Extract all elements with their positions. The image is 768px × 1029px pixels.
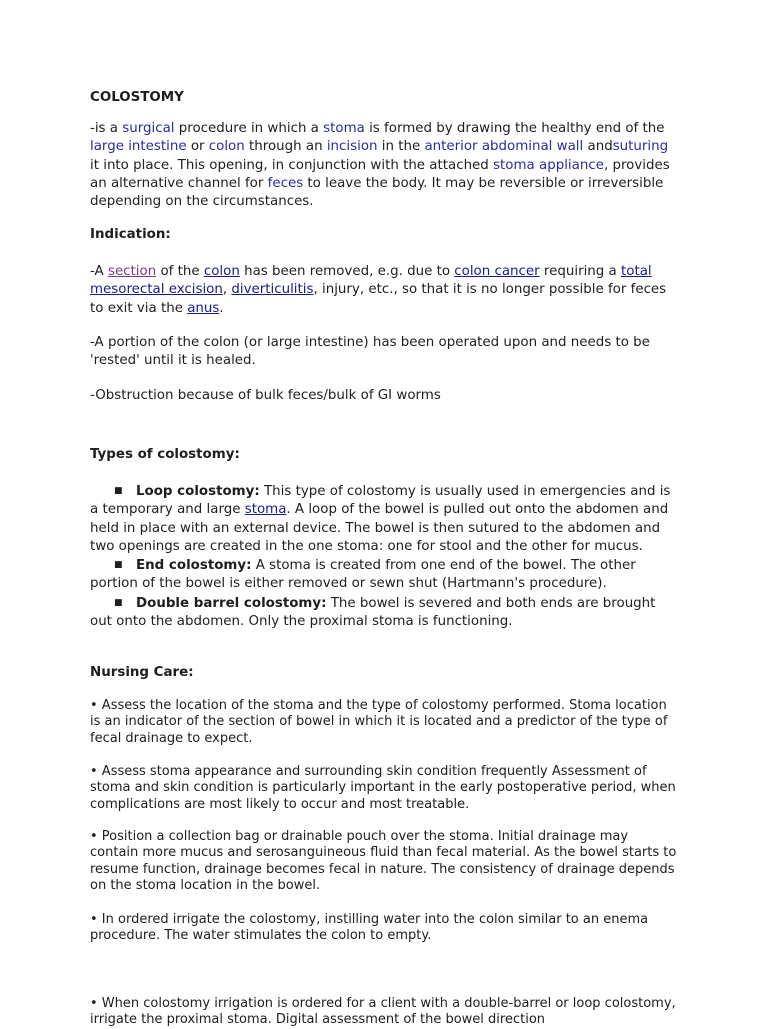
indication-text: -A [90,264,108,279]
square-bullet-icon: ■ [114,486,123,496]
nursing-care-item-2: • Assess stoma appearance and surrounding skin condition frequently Assessment of stoma and skin condition is particularly important in the early postoperative period, when complications are most likely to occur and most treatable. [90,764,676,812]
list-item-double-barrel-colostomy [90,594,680,632]
indication-text: of the [156,264,204,279]
keyword-feces[interactable]: feces [267,175,304,191]
keyword-surgical[interactable]: surgical [122,121,175,136]
indication-text: , [222,282,232,298]
keyword-suturing[interactable]: suturing [612,139,669,155]
keyword-stoma-appliance[interactable]: stoma appliance [493,157,604,173]
indication-text: has been removed, e.g. due to [239,264,455,279]
intro-text: procedure in which a [174,121,324,136]
intro-text: , provides an alternative channel for [90,157,670,191]
keyword-stoma[interactable]: stoma [323,121,365,136]
intro-text: -is a [90,121,123,136]
keyword-colon[interactable]: colon [208,139,245,155]
indication-text: . [219,300,224,316]
link-stoma[interactable]: stoma [244,502,287,518]
intro-text: is formed by drawing the healthy end of the [364,121,665,136]
list-item-loop-colostomy [90,482,680,556]
link-anus[interactable]: anus [187,300,220,316]
nursing-care-heading: Nursing Care: [90,665,194,680]
indication-text: requiring a [539,264,622,279]
term-description: This type of colostomy is usually used in emergencies and is a temporary and large [90,484,671,518]
indication-item-3: -Obstruction because of bulk feces/bulk of GI worms [90,388,441,403]
nursing-care-item-4: • In ordered irrigate the colostomy, instilling water into the colon similar to an enema procedure. The water stimulates the colon to empty. [90,912,649,944]
intro-text: or [186,139,209,155]
link-total-mesorectal-excision[interactable]: total mesorectal excision [90,264,652,298]
link-colon[interactable]: colon [203,264,240,279]
indication-text: , injury, etc., so that it is no longer possible for feces to exit via the [90,282,667,316]
types-list [90,482,680,631]
link-section[interactable]: section [107,264,157,279]
term-description: The bowel is severed and both ends are brought out onto the abdomen. Only the proximal stoma is functioning. [90,595,656,630]
term-name: End colostomy: [136,558,252,574]
link-colon-cancer[interactable]: colon cancer [454,264,540,279]
term-description: . A loop of the bowel is pulled out onto the abdomen and held in place with an external device. The bowel is then sutured to the abdomen and two openings are created in the one stoma: one for stool and the other for mucus. [90,502,669,554]
term-name: Loop colostomy: [136,484,260,499]
intro-text: to leave the body. It may be reversible or irreversible depending on the circumstances. [90,175,664,210]
types-heading: Types of colostomy: [90,447,240,462]
list-item-end-colostomy [90,556,680,594]
intro-text: in the [377,139,425,155]
term-description: A stoma is created from one end of the bowel. The other portion of the bowel is either removed or sewn shut (Hartmann's procedure). [90,558,636,592]
keyword-large-intestine[interactable]: large intestine [90,139,187,155]
nursing-care-item-3: • Position a collection bag or drainable pouch over the stoma. Initial drainage may contain more mucus and serosanguineous fluid than fecal material. As the bowel starts to resume function, drainage becomes fecal in nature. The consistency of drainage depends on the stoma location in the bowel. [90,829,677,893]
indication-item-2: -A portion of the colon (or large intestine) has been operated upon and needs to be 'rested' until it is healed. [90,335,650,369]
square-bullet-icon: ■ [114,560,123,571]
intro-text: it into place. This opening, in conjunction with the attached [90,157,494,173]
nursing-care-item-5: • When colostomy irrigation is ordered for a client with a double-barrel or loop colostomy, irrigate the proximal stoma. Digital assessment of the bowel direction [90,996,676,1028]
square-bullet-icon: ■ [114,597,123,608]
intro-text: and [583,139,613,155]
intro-paragraph [90,120,680,211]
document-title: COLOSTOMY [90,90,184,105]
keyword-incision[interactable]: incision [326,139,378,155]
link-diverticulitis[interactable]: diverticulitis [231,282,314,298]
indication-item-1 [90,263,680,318]
indication-heading: Indication: [90,227,171,242]
intro-text: through an [244,139,327,155]
term-name: Double barrel colostomy: [136,595,327,611]
keyword-anterior-abdominal-wall[interactable]: anterior abdominal wall [424,139,584,155]
nursing-care-item-1: • Assess the location of the stoma and the type of colostomy performed. Stoma location is an indicator of the section of bowel in which it is located and a predictor of the type of fecal drainage to expect. [90,698,668,746]
